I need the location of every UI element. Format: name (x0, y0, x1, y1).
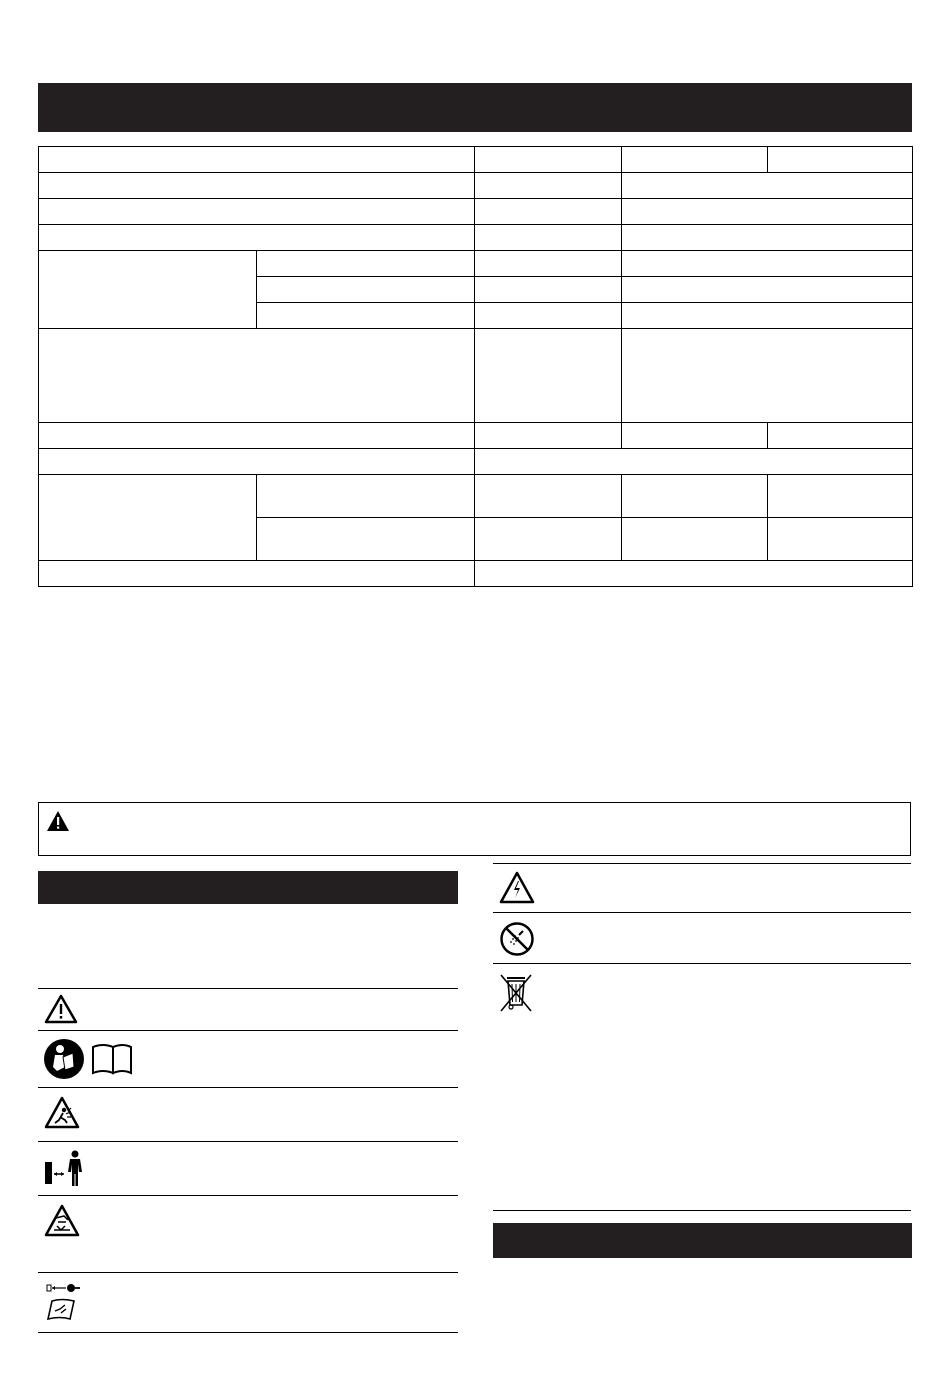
table-cell (475, 423, 621, 449)
table-cell (39, 423, 475, 449)
table-cell (257, 518, 475, 561)
table-cell (475, 277, 621, 303)
flying-objects-hazard-icon (44, 1096, 80, 1130)
divider (493, 863, 911, 864)
table-cell (39, 225, 475, 251)
table-cell (475, 173, 621, 199)
table-cell (39, 199, 475, 225)
table-cell (475, 518, 621, 561)
table-row (39, 225, 913, 251)
read-manual-icon (43, 1037, 133, 1081)
table-cell (475, 251, 621, 277)
table-cell (475, 475, 621, 518)
electric-shock-hazard-icon (499, 871, 535, 905)
table-cell (621, 173, 912, 199)
warning-box (38, 802, 911, 856)
table-cell (767, 423, 912, 449)
no-water-spray-icon (499, 921, 535, 957)
table-cell (767, 475, 912, 518)
table-row (39, 329, 913, 423)
rotating-blade-hazard-icon (44, 1204, 80, 1238)
table-cell (621, 518, 767, 561)
table-cell (475, 303, 621, 329)
table-cell (39, 251, 257, 329)
table-row (39, 561, 913, 587)
table-cell (621, 225, 912, 251)
table-row (39, 173, 913, 199)
specification-table (38, 146, 913, 587)
table-cell (475, 329, 621, 423)
table-row (39, 147, 913, 173)
table-cell (39, 475, 257, 561)
table-cell (621, 251, 912, 277)
table-cell (475, 449, 913, 475)
table-cell (39, 561, 475, 587)
divider (38, 1272, 458, 1273)
crossed-out-wheelie-bin-icon (499, 973, 533, 1013)
table-cell (257, 277, 475, 303)
symbols-section-header-bar (38, 871, 458, 904)
section-header-bar (38, 83, 912, 132)
table-cell (475, 147, 621, 173)
table-cell (39, 173, 475, 199)
table-row (39, 475, 913, 518)
warning-triangle-icon (44, 994, 78, 1024)
table-cell (621, 329, 912, 423)
table-cell (475, 225, 621, 251)
divider (38, 1332, 458, 1333)
divider (493, 912, 911, 913)
table-row (39, 199, 913, 225)
table-cell (475, 561, 913, 587)
warning-triangle-icon (47, 811, 69, 831)
table-cell (39, 147, 475, 173)
table-cell (257, 475, 475, 518)
divider (38, 1087, 458, 1088)
table-row (39, 251, 913, 277)
keep-distance-icon (44, 1150, 86, 1188)
table-cell (621, 303, 912, 329)
divider (493, 1210, 911, 1211)
divider (38, 1030, 458, 1031)
table-cell (621, 147, 767, 173)
divider (38, 1141, 458, 1142)
table-cell (767, 518, 912, 561)
divider (493, 963, 911, 964)
table-cell (621, 475, 767, 518)
table-row (39, 449, 913, 475)
table-cell (257, 303, 475, 329)
table-cell (39, 449, 475, 475)
table-cell (257, 251, 475, 277)
table-row (39, 423, 913, 449)
table-cell (621, 423, 767, 449)
table-cell (621, 277, 912, 303)
table-cell (475, 199, 621, 225)
divider (38, 988, 458, 989)
section-header-bar-right (493, 1223, 912, 1258)
table-cell (39, 329, 475, 423)
remove-key-before-maintenance-icon (46, 1283, 82, 1323)
table-cell (621, 199, 912, 225)
divider (38, 1195, 458, 1196)
table-cell (767, 147, 912, 173)
